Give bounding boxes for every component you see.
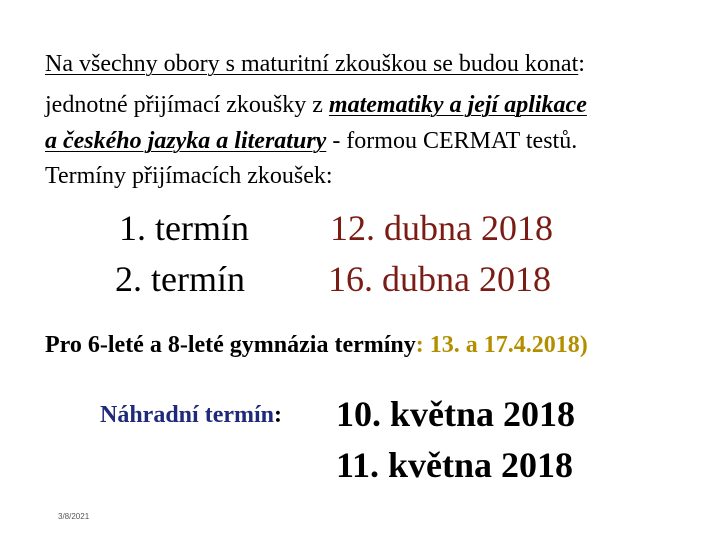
substitute-label-wrap bbox=[100, 402, 282, 429]
subject-czech: a českého jazyka a literatury bbox=[45, 128, 327, 154]
term-1-date: 12. dubna 2018 bbox=[330, 208, 553, 248]
term-1-label: 1. termín bbox=[119, 208, 249, 248]
term-2-label: 2. termín bbox=[115, 259, 245, 299]
intro-line-4: Termíny přijímacích zkoušek: bbox=[45, 163, 333, 189]
term-2-date: 16. dubna 2018 bbox=[328, 259, 551, 299]
intro-line-2 bbox=[45, 93, 587, 117]
footer-date: 3/8/2021 bbox=[58, 512, 90, 521]
substitute-date-1: 10. května 2018 bbox=[336, 394, 576, 434]
gymnasium-colon: : bbox=[415, 332, 424, 358]
intro-line-1-underlined: Na všechny obory s maturitní zkouškou se budou konat bbox=[45, 51, 579, 77]
intro-line-1-colon: : bbox=[578, 51, 585, 77]
intro-line-2-lead: jednotné přijímací zkoušky z bbox=[45, 92, 329, 118]
intro-line-3 bbox=[45, 129, 577, 153]
gymnasium-dates: 13. a 17.4.2018) bbox=[423, 332, 588, 358]
substitute-date-2: 11. května 2018 bbox=[336, 445, 574, 485]
gymnasium-line bbox=[45, 333, 588, 357]
intro-line-1 bbox=[45, 52, 585, 76]
gymnasium-lead: Pro 6-leté a 8-leté gymnázia termíny bbox=[45, 332, 416, 358]
substitute-colon: : bbox=[274, 402, 282, 428]
subject-mathematics: matematiky a její aplikace bbox=[328, 92, 587, 118]
substitute-label: Náhradní termín bbox=[100, 402, 274, 428]
intro-line-3-tail: - formou CERMAT testů. bbox=[326, 128, 578, 154]
